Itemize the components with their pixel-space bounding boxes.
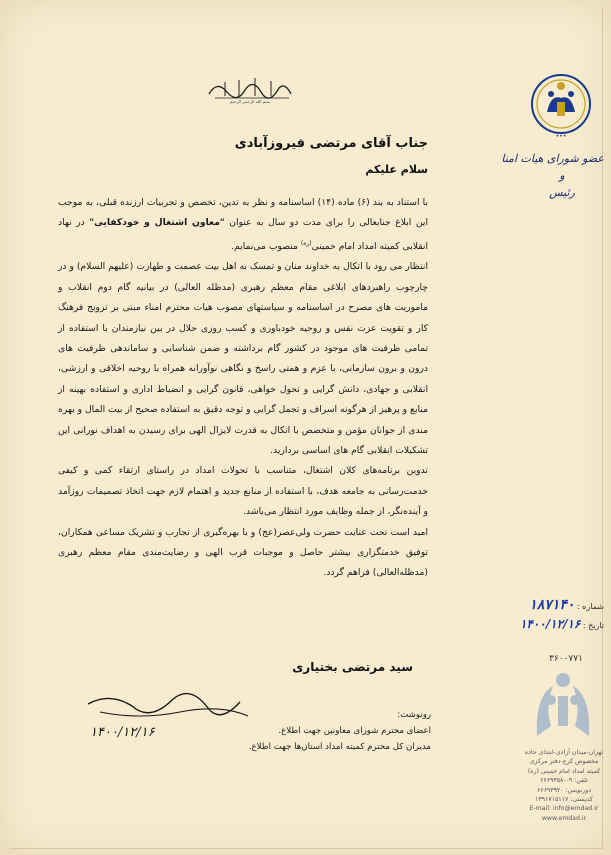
contact-line: کمیته امداد امام خمینی (ره) xyxy=(527,767,601,775)
position-title: "معاون اشتغال و خودکفایی" xyxy=(89,217,225,229)
sender-title-line: و xyxy=(559,169,565,182)
emdad-logo-icon xyxy=(529,72,593,142)
cc-line: مدیران کل محترم کمیته امداد استان‌ها جهت اطلاع. xyxy=(248,742,431,752)
contact-line: دورنویس: ۶۶۶۹۳۹۲۰ xyxy=(537,786,591,794)
sender-title xyxy=(501,150,604,201)
contact-line: کدپستی: ۱۳۹۱۷۱۵۱۱۷ xyxy=(535,796,593,804)
bismillah-calligraphy-icon xyxy=(205,72,295,104)
recipient-name: جناب آقای مرتضی فیروزآبادی xyxy=(234,136,428,151)
emdad-watermark-icon xyxy=(527,666,599,746)
contact-email: E-mail: info@emdad.ir xyxy=(529,805,599,813)
contact-line: تلفن: ۹-۶۶۶۹۳۵۸۰ xyxy=(540,777,588,785)
stamp-date-label: تاریخ : xyxy=(582,621,604,630)
sender-title-line: رئیس xyxy=(549,186,575,199)
contact-line: مخصوص کرج-دفتر مرکزی xyxy=(529,758,599,766)
stamp-number-value: ۱۸۷۱۴۰ xyxy=(529,597,575,613)
contact-line: تهران-میدان آزادی-ابتدای جاده xyxy=(524,749,604,756)
signature-date: ۱۴۰۰/۱۲/۱۶ xyxy=(90,725,155,740)
cc-title: رونوشت: xyxy=(397,710,431,720)
serial-number: ۳۶۰۰۷۷۱ xyxy=(549,654,583,664)
paragraph-appointment: با استناد به بند (۶) ماده (۱۴) اساسنامه و نظر به تدین، تخصص و تجربیات ارزنده قبلی، به موجب این ابلاغ جنابعالی را برای مدت دو سال به عنوان "معاون اشتغال و خودکفایی" در نهاد انقلابی کمیته امداد امام خمینی$^{(ره)}$ منصوب می‌نمایم. xyxy=(58,197,428,252)
greeting: سلام علیکم xyxy=(365,163,428,176)
number-date-stamp xyxy=(424,597,604,637)
bismillah-text: بسم الله الرحمن الرحیم xyxy=(229,99,271,104)
svg-text:•••: ••• xyxy=(555,133,567,140)
contact-website: www.emdad.ir xyxy=(541,814,587,822)
cc-section xyxy=(249,707,431,755)
stamp-date-value: ۱۴۰۰/۱۲/۱۶ xyxy=(519,617,581,631)
sender-title-line: عضو شورای هیات امنا xyxy=(501,152,604,165)
paragraph-expectations: انتظار می رود با اتکال به خداوند منان و تمسک به اهل بیت عصمت و طهارت (علیهم السلام) و در چارچوب راهبردهای ابلاغی مقام معظم رهبری (مدظله العالی) در بیانیه گام دوم انقلاب و ماموریت های مصرح در اساسنامه و سیاستهای مصوب هیات محترم امناء مبنی بر ترویج فرهنگ کار و تقویت عزت نفس و روحیه خودباوری و کسب روزی حلال در بین نیازمندان با استفاده از تمامی ظرفیت های موجود در کشور گام برداشته و ضمن شناسایی و ساماندهی ظرفیت های درون و برون سازمانی، با عزم و همتی راسخ و نگاهی نوآورانه همراه با روحیه اخلاقی و ارزشی، انقلابی و جهادی، دانش گرایی و تحول خواهی، قانون گرایی و انضباط اداری و استفاده بهینه از منابع و پرهیز از هرگونه اسراف و تجمل گرایی و توجه دقیق به استفاده صحیح از بیت المال و بهره مندی از جوانان مؤمن و متخصص با اتکال به قدرت لایزال الهی برای رسیدن به اهداف نورانی این تشکیلات انقلابی گام های اساسی بردارید. xyxy=(58,261,428,456)
contact-info xyxy=(520,748,608,823)
signer-name: سید مرتضی بختیاری xyxy=(292,660,413,674)
letter-body xyxy=(58,193,428,584)
cc-line: اعضای محترم شورای معاونین جهت اطلاع. xyxy=(278,726,431,736)
signature-icon xyxy=(80,682,255,742)
paragraph-closing: امید است تحت عنایت حضرت ولی‌عصر(عج) و با بهره‌گیری از تجارب و تشریک مساعی همکاران، توفیق خدمتگزاری بیشتر حاصل و موجبات قرب الهی و رضایت‌مندی مقام معظم رهبری (مدظله‌العالی) فراهم گردد. xyxy=(58,526,428,579)
stamp-number-label: شماره : xyxy=(576,602,604,611)
paragraph-duties: تدوین برنامه‌های کلان اشتغال، متناسب با تحولات امداد در راستای ارتقاء کمی و کیفی خدمت‌رسانی به جامعه هدف، با استفاده از منابع جدید و اهتمام لازم جهت اتخاذ تصمیمات روزآمد و آینده‌نگر، از جمله وظایف مورد انتظار می‌باشد. xyxy=(58,465,428,518)
